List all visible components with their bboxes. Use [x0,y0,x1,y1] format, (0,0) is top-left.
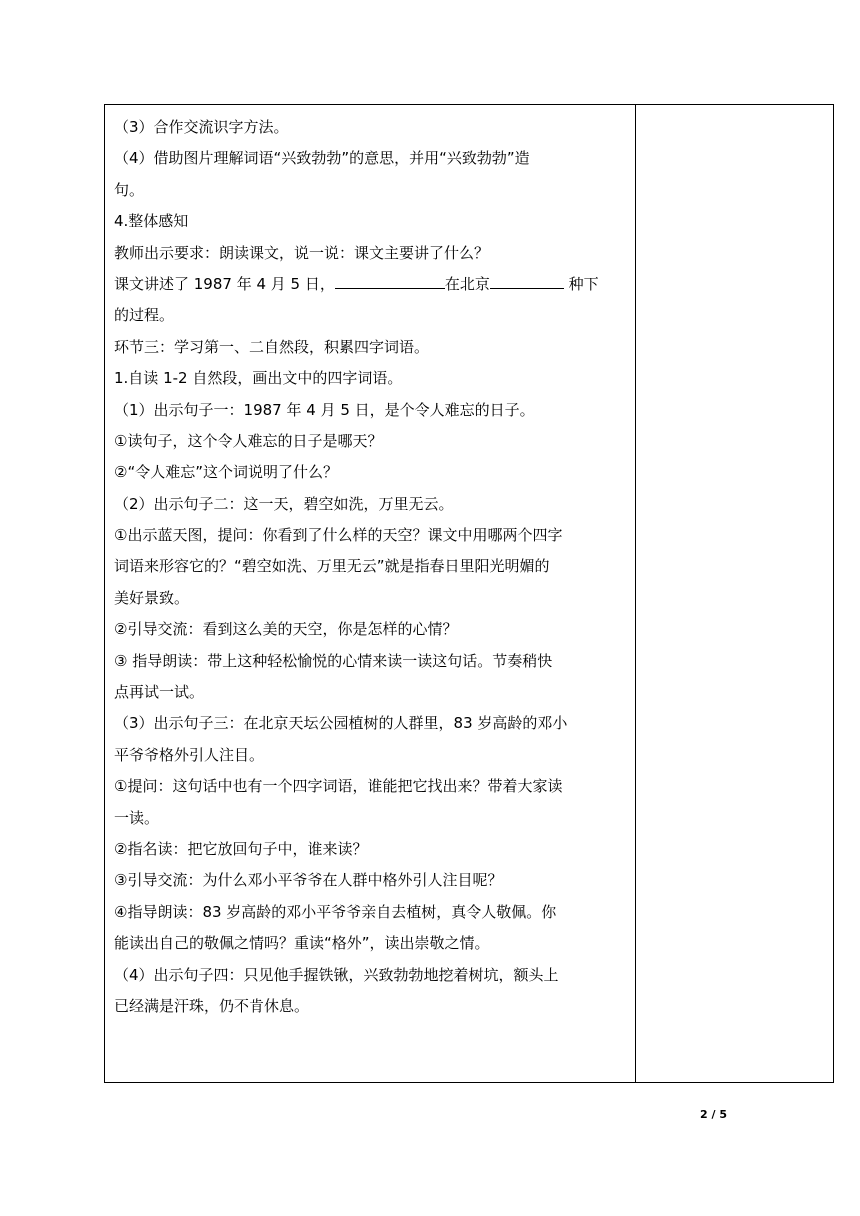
text-line: 句。 [114,180,145,199]
text-line: （3）出示句子三：在北京天坛公园植树的人群里，83 岁高龄的邓小 [114,714,568,733]
fill-blank-text-1: 课文讲述了 1987 年 4 月 5 日， [114,274,335,293]
text-line: 平爷爷格外引人注目。 [114,745,265,764]
text-line: ②引导交流：看到这么美的天空，你是怎样的心情？ [114,620,458,639]
text-line: （2）出示句子二：这一天，碧空如洗，万里无云。 [114,494,454,513]
text-line: 已经满是汗珠，仍不肯休息。 [114,996,310,1015]
fill-blank-text-3: 种下 [563,274,599,293]
text-line: 的过程。 [114,306,175,325]
lesson-content-cell [105,105,635,1082]
text-line: （1）出示句子一：1987 年 4 月 5 日，是个令人难忘的日子。 [114,400,535,419]
text-line: ①读句子，这个令人难忘的日子是哪天？ [114,431,383,450]
text-line: ①提问：这句话中也有一个四字词语，谁能把它找出来？带着大家读 [114,777,563,796]
text-line: （4）出示句子四：只见他手握铁锹，兴致勃勃地挖着树坑，额头上 [114,965,559,984]
text-line: （4）借助图片理解词语“兴致勃勃”的意思，并用“兴致勃勃”造 [114,149,530,168]
text-line: 一读。 [114,808,160,827]
blank-underline [335,272,445,289]
fill-blank-text-2: 在北京 [444,274,490,293]
text-line: ①出示蓝天图，提问：你看到了什么样的天空？课文中用哪两个四字 [114,526,563,545]
text-line: ②指名读：把它放回句子中，谁来读？ [114,839,368,858]
blank-underline [490,272,564,289]
text-line: 点再试一试。 [114,683,205,702]
text-line: ②“令人难忘”这个词说明了什么？ [114,463,338,482]
text-line: 教师出示要求：朗读课文，说一说：课文主要讲了什么？ [114,243,490,262]
text-line: ③ 指导朗读：带上这种轻松愉悦的心情来读一读这句话。节奏稍快 [114,651,553,670]
column-divider [635,105,636,1082]
text-line: 能读出自己的敬佩之情吗？重读“格外”，读出崇敬之情。 [114,934,490,953]
page-number: 2 / 5 [700,1108,727,1121]
text-line: 美好景致。 [114,588,190,607]
text-line: 词语来形容它的？“碧空如洗、万里无云”就是指春日里阳光明媚的 [114,557,550,576]
text-line: 1.自读 1-2 自然段，画出文中的四字词语。 [114,369,403,388]
text-line: ④指导朗读：83 岁高龄的邓小平爷爷亲自去植树，真令人敬佩。你 [114,902,557,921]
text-line: ③引导交流：为什么邓小平爷爷在人群中格外引人注目呢？ [114,871,503,890]
section-heading: 环节三：学习第一、二自然段，积累四字词语。 [114,337,430,356]
lesson-table [104,104,834,1083]
fill-blank-line [114,269,631,300]
text-line: （3）合作交流识字方法。 [114,118,289,136]
section-heading: 4.整体感知 [114,212,189,231]
